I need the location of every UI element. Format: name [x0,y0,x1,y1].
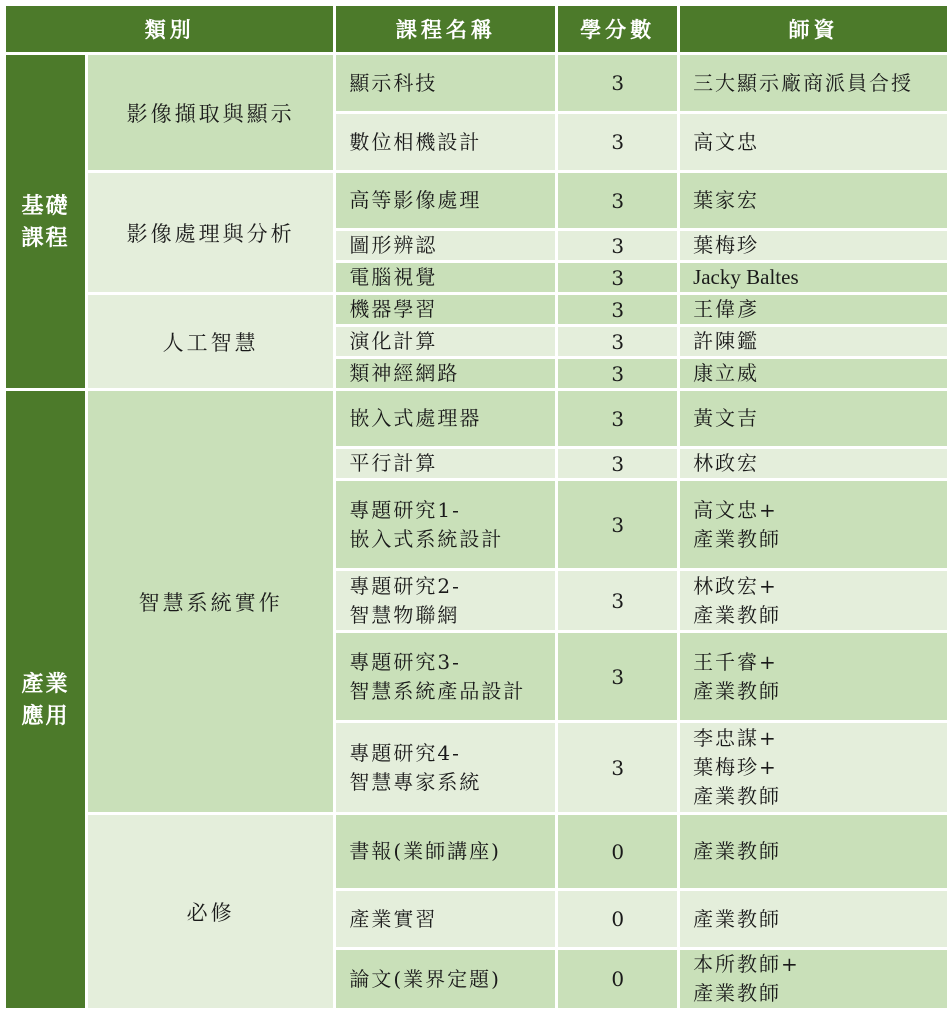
course-credits: 3 [557,230,679,262]
course-teacher: 葉家宏 [679,172,949,230]
header-course: 課程名稱 [335,5,557,54]
course-name: 高等影像處理 [335,172,557,230]
curriculum-table [3,3,950,1011]
course-teacher: 康立威 [679,358,949,390]
course-teacher: 林政宏+ 產業教師 [679,570,949,632]
course-credits: 0 [557,949,679,1010]
course-teacher: 李忠謀+ 葉梅珍+ 產業教師 [679,722,949,814]
table-row [5,390,949,448]
table-row [5,172,949,230]
course-teacher: 林政宏 [679,448,949,480]
table-row [5,294,949,326]
course-credits: 3 [557,390,679,448]
course-name: 類神經網路 [335,358,557,390]
group-label-basic: 基礎 課程 [5,54,87,390]
course-credits: 3 [557,172,679,230]
header-teacher: 師資 [679,5,949,54]
course-teacher: 王偉彥 [679,294,949,326]
course-teacher: 本所教師+ 產業教師 [679,949,949,1010]
course-name: 專題研究4- 智慧專家系統 [335,722,557,814]
subcategory-ai: 人工智慧 [86,294,334,390]
course-credits: 3 [557,294,679,326]
table-row [5,54,949,113]
course-credits: 3 [557,358,679,390]
course-name: 書報(業師講座) [335,814,557,890]
course-name: 產業實習 [335,890,557,949]
course-name: 演化計算 [335,326,557,358]
course-credits: 3 [557,54,679,113]
course-credits: 3 [557,480,679,570]
course-name: 電腦視覺 [335,262,557,294]
course-name: 論文(業界定題) [335,949,557,1010]
course-name: 嵌入式處理器 [335,390,557,448]
header-category: 類別 [5,5,335,54]
course-teacher: 產業教師 [679,890,949,949]
header-credits: 學分數 [557,5,679,54]
course-teacher: Jacky Baltes [679,262,949,294]
subcategory-image-processing: 影像處理與分析 [86,172,334,294]
course-teacher: 高文忠 [679,113,949,172]
course-credits: 3 [557,570,679,632]
course-credits: 0 [557,814,679,890]
subcategory-smart-systems: 智慧系統實作 [86,390,334,814]
course-credits: 3 [557,722,679,814]
course-teacher: 葉梅珍 [679,230,949,262]
header-row [5,5,949,54]
course-credits: 3 [557,262,679,294]
course-credits: 3 [557,326,679,358]
course-name: 專題研究3- 智慧系統產品設計 [335,632,557,722]
course-teacher: 產業教師 [679,814,949,890]
course-teacher: 黃文吉 [679,390,949,448]
course-name: 專題研究1- 嵌入式系統設計 [335,480,557,570]
subcategory-image-capture-display: 影像擷取與顯示 [86,54,334,172]
table-row [5,814,949,890]
group-label-industry: 產業 應用 [5,390,87,1010]
course-credits: 0 [557,890,679,949]
course-teacher: 許陳鑑 [679,326,949,358]
course-teacher: 三大顯示廠商派員合授 [679,54,949,113]
course-name: 專題研究2- 智慧物聯網 [335,570,557,632]
course-name: 機器學習 [335,294,557,326]
course-credits: 3 [557,632,679,722]
course-name: 圖形辨認 [335,230,557,262]
course-name: 平行計算 [335,448,557,480]
course-credits: 3 [557,113,679,172]
course-credits: 3 [557,448,679,480]
course-name: 數位相機設計 [335,113,557,172]
subcategory-required: 必修 [86,814,334,1010]
course-teacher: 王千睿+ 產業教師 [679,632,949,722]
course-teacher: 高文忠+ 產業教師 [679,480,949,570]
course-name: 顯示科技 [335,54,557,113]
